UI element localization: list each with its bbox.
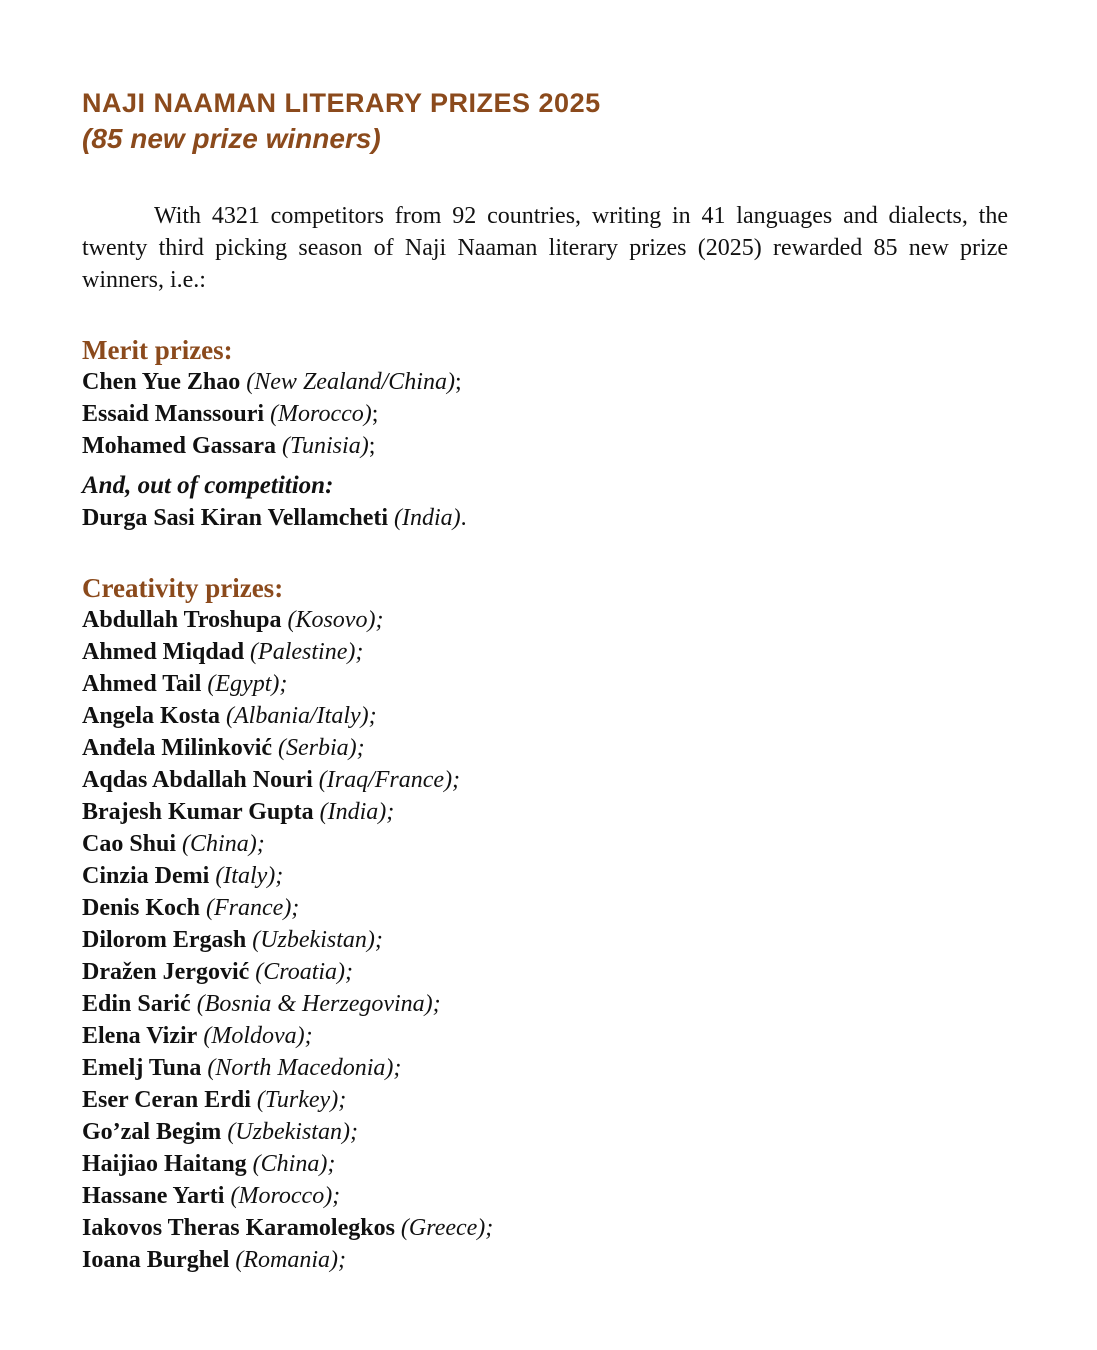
- winner-entry: [82, 1148, 1008, 1180]
- winner-country: (India);: [319, 799, 395, 825]
- winner-entry: [82, 430, 1008, 462]
- entry-punctuation: ;: [371, 401, 379, 427]
- winner-entry: [82, 1116, 1008, 1148]
- winner-country: (China);: [252, 1151, 336, 1177]
- winner-country: (Croatia);: [255, 959, 354, 985]
- winner-entry: [82, 828, 1008, 860]
- out-of-competition-heading: And, out of competition:: [82, 472, 334, 499]
- winner-country: (Morocco);: [230, 1183, 341, 1209]
- winner-entry: [82, 956, 1008, 988]
- winner-country: (Kosovo);: [287, 607, 384, 633]
- winner-entry: [82, 398, 1008, 430]
- winner-name: Aqdas Abdallah Nouri: [82, 767, 313, 793]
- winner-name: Abdullah Troshupa: [82, 607, 282, 633]
- winner-country: (Palestine);: [250, 639, 364, 665]
- winner-name: Eser Ceran Erdi: [82, 1087, 251, 1113]
- winner-entry: [82, 1084, 1008, 1116]
- winner-country: (New Zealand/China): [246, 369, 455, 395]
- winner-entry: [82, 732, 1008, 764]
- winner-entry: [82, 636, 1008, 668]
- merit-prizes-list: [82, 366, 1008, 462]
- winner-country: (Albania/Italy);: [226, 703, 377, 729]
- entry-punctuation: ;: [454, 369, 462, 395]
- winner-name: Brajesh Kumar Gupta: [82, 799, 314, 825]
- winner-country: (India): [394, 505, 461, 531]
- winner-country: (Uzbekistan);: [227, 1119, 358, 1145]
- winner-name: Ahmed Tail: [82, 671, 202, 697]
- document-title: NAJI NAAMAN LITERARY PRIZES 2025: [82, 88, 601, 118]
- winner-name: Denis Koch: [82, 895, 201, 921]
- winner-country: (France);: [206, 895, 300, 921]
- creativity-prizes-heading: Creativity prizes:: [82, 573, 284, 603]
- entry-punctuation: ;: [368, 433, 376, 459]
- winner-country: (Morocco): [270, 401, 372, 427]
- winner-entry: [82, 700, 1008, 732]
- winner-name: Iakovos Theras Karamolegkos: [82, 1215, 395, 1241]
- winner-country: (Moldova);: [203, 1023, 313, 1049]
- winner-entry: [82, 988, 1008, 1020]
- winner-country: (Iraq/France);: [318, 767, 461, 793]
- winner-entry: [82, 892, 1008, 924]
- entry-punctuation: .: [460, 505, 467, 531]
- winner-country: (Italy);: [215, 863, 284, 889]
- winner-country: (Serbia);: [278, 735, 365, 761]
- document-subtitle: (85 new prize winners): [82, 123, 381, 154]
- winner-country: (Turkey);: [256, 1087, 347, 1113]
- winner-name: Cinzia Demi: [82, 863, 210, 889]
- winner-entry: [82, 924, 1008, 956]
- winner-name: Dražen Jergović: [82, 959, 250, 985]
- winner-name: Haijiao Haitang: [82, 1151, 247, 1177]
- winner-country: (North Macedonia);: [207, 1055, 402, 1081]
- winner-entry: [82, 1020, 1008, 1052]
- winner-country: (Uzbekistan);: [252, 927, 383, 953]
- winner-name: Emelj Tuna: [82, 1055, 202, 1081]
- winner-entry: [82, 860, 1008, 892]
- winner-name: Durga Sasi Kiran Vellamcheti: [82, 505, 389, 531]
- winner-name: Anđela Milinković: [82, 735, 273, 761]
- winner-name: Ioana Burghel: [82, 1247, 230, 1273]
- out-of-competition-list: [82, 502, 1008, 534]
- winner-entry: [82, 1212, 1008, 1244]
- winner-country: (Greece);: [400, 1215, 494, 1241]
- winner-name: Go’zal Begim: [82, 1119, 222, 1145]
- creativity-prizes-list: [82, 604, 1008, 1276]
- winner-name: Mohamed Gassara: [82, 433, 276, 459]
- winner-name: Ahmed Miqdad: [82, 639, 245, 665]
- winner-entry: [82, 1180, 1008, 1212]
- winner-entry: [82, 796, 1008, 828]
- winner-country: (Tunisia): [282, 433, 369, 459]
- winner-entry: [82, 502, 1008, 534]
- winner-name: Elena Vizir: [82, 1023, 198, 1049]
- winner-name: Edin Sarić: [82, 991, 191, 1017]
- winner-country: (Romania);: [235, 1247, 347, 1273]
- winner-name: Hassane Yarti: [82, 1183, 225, 1209]
- winner-name: Essaid Manssouri: [82, 401, 265, 427]
- winner-country: (Bosnia & Herzegovina);: [196, 991, 441, 1017]
- winner-name: Chen Yue Zhao: [82, 369, 241, 395]
- winner-entry: [82, 366, 1008, 398]
- merit-prizes-heading: Merit prizes:: [82, 335, 233, 365]
- winner-name: Cao Shui: [82, 831, 177, 857]
- winner-country: (China);: [182, 831, 265, 857]
- winner-entry: [82, 1052, 1008, 1084]
- winner-name: Dilorom Ergash: [82, 927, 247, 953]
- document-page: [82, 86, 1008, 1276]
- winner-entry: [82, 604, 1008, 636]
- winner-entry: [82, 1244, 1008, 1276]
- intro-paragraph: With 4321 competitors from 92 countries, writing in 41 languages and dialects, the twenty third picking season of Naji Naaman literary prizes (2025) rewarded 85 new prize winners, i.e.:: [82, 203, 1008, 293]
- winner-entry: [82, 764, 1008, 796]
- winner-country: (Egypt);: [207, 671, 288, 697]
- winner-name: Angela Kosta: [82, 703, 220, 729]
- winner-entry: [82, 668, 1008, 700]
